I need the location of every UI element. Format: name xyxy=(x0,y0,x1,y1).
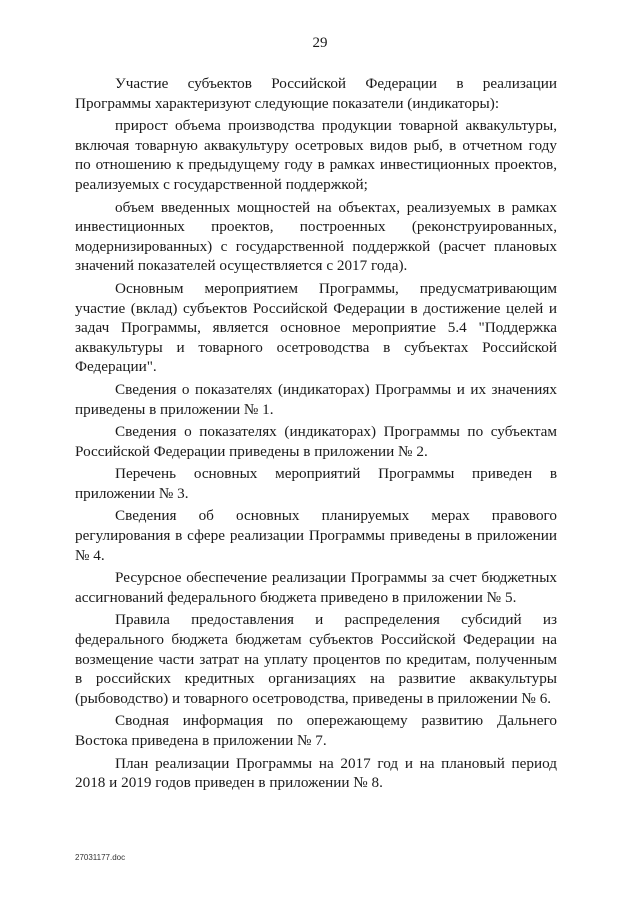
paragraph-appendix-6: Правила предоставления и распределения субсидий из федерального бюджета бюджетам субъектов Российской Федерации на возмещение части затрат на уплату процентов по кредитам, полученным в российских кредитных организациях на развитие аквакультуры (рыбоводство) и товарного осетроводства, приведены в приложении № 6. xyxy=(75,611,557,707)
paragraph-appendix-5: Ресурсное обеспечение реализации Программы за счет бюджетных ассигнований федерального бюджета приведено в приложении № 5. xyxy=(75,569,557,606)
paragraph-appendix-7: Сводная информация по опережающему развитию Дальнего Востока приведена в приложении № 7. xyxy=(75,712,557,749)
paragraph-main-measure: Основным мероприятием Программы, предусматривающим участие (вклад) субъектов Российской Федерации в достижение целей и задач Программы, является основное мероприятие 5.4 "Поддержка аквакультуры и товарного осетроводства в субъектах Российской Федерации". xyxy=(75,279,557,376)
document-file-code: 27031177.doc xyxy=(75,853,126,862)
paragraph-participation-intro: Участие субъектов Российской Федерации в реализации Программы характеризуют следующие показатели (индикаторы): xyxy=(75,75,557,112)
paragraph-appendix-8: План реализации Программы на 2017 год и на плановый период 2018 и 2019 годов приведен в приложении № 8. xyxy=(75,754,557,792)
page-number: 29 xyxy=(312,35,328,51)
paragraph-indicator-production-growth: прирост объема производства продукции товарной аквакультуры, включая товарную аквакультуру осетровых видов рыб, в отчетном году по отношению к предыдущему году в рамках инвестиционных проектов, реализуемых с государственной поддержкой; xyxy=(75,117,557,193)
paragraph-appendix-4: Сведения об основных планируемых мерах правового регулирования в сфере реализации Программы приведены в приложении № 4. xyxy=(75,507,557,564)
paragraph-appendix-1: Сведения о показателях (индикаторах) Программы и их значениях приведены в приложении № 1. xyxy=(75,380,557,418)
paragraph-appendix-3: Перечень основных мероприятий Программы приведен в приложении № 3. xyxy=(75,465,557,502)
paragraph-appendix-2: Сведения о показателях (индикаторах) Программы по субъектам Российской Федерации приведены в приложении № 2. xyxy=(75,423,557,460)
document-body xyxy=(75,74,557,796)
paragraph-indicator-capacity: объем введенных мощностей на объектах, реализуемых в рамках инвестиционных проектов, построенных (реконструированных, модернизированных) с государственной поддержкой (расчет плановых значений показателей осуществляется с 2017 года). xyxy=(75,198,557,275)
